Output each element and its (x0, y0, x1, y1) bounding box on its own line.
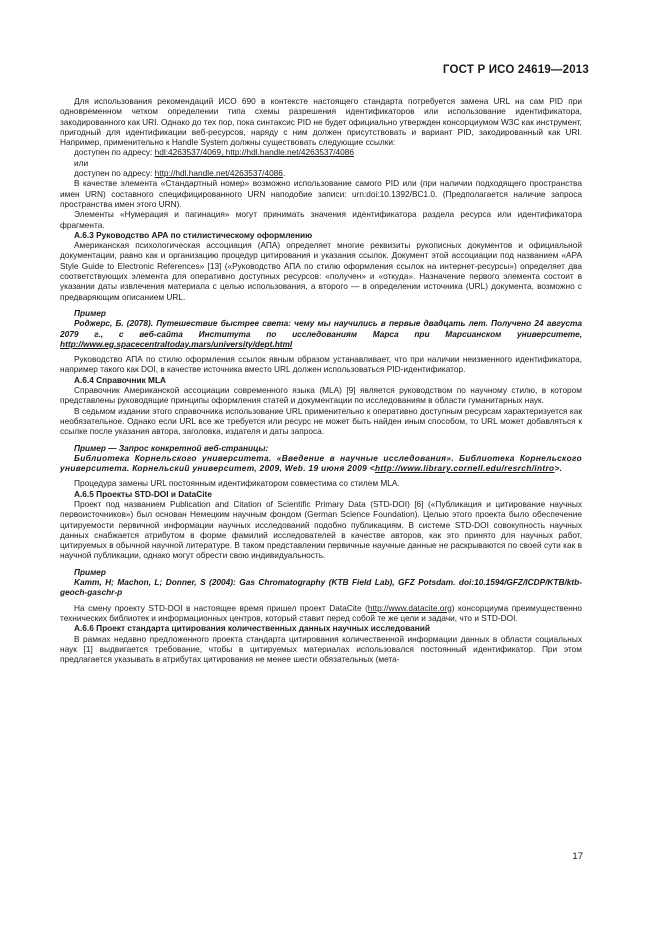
page-number: 17 (572, 851, 583, 862)
access-line-2: доступен по адресу: http://hdl.handle.net/4263537/4086. (74, 168, 286, 179)
paragraph-iso690: Для использования рекомендаций ИСО 690 в контексте настоящего стандарта потребуется замена URL на сам PID при одновременном четком определении типа схемы разрешения идентификаторов или использование идентификатора, закодированного как URI. Однако до тех пор, пока синтаксис PID не будет официально утвержден консорциумом W3C как инструмент, пригодный для идентификации веб-ресурсов, наряду с ним должен присутствовать и вариант PID, закодированный как URI. Например, применительно к Handle System должны существовать следующие ссылки: (60, 96, 582, 148)
example-link[interactable]: http://www.eg.spacecentraltoday.mars/university/dept.html (60, 338, 293, 349)
paragraph-quantitative: В рамках недавно предложенного проекта стандарта цитирования количественной информации данных в области социальных наук [1] выдвигается требование, чтобы в цитируемых материалах использовался постоянный идентификатор. При этом предлагается указывать в атрибутах цитирования не менее шести обязательных (мета- (60, 633, 582, 665)
heading-a66: А.6.6 Проект стандарта цитирования количественных данных научных исследований (74, 623, 431, 634)
example-mla (60, 443, 582, 474)
example-body: Библиотека Корнельского университета. «Введение в научные исследования». Библиотека Корнельского университета. Корнельский университет, 2009, Web. 19 июня 2009 <http://www.library.cornell.edu/resrch/intro>. (60, 452, 582, 474)
handle-link-1[interactable]: hdl:4263537/4069, http://hdl.handle.net/4263537/4086 (154, 147, 354, 158)
heading-a63: А.6.3 Руководство АРА по стилистическому оформлению (74, 229, 313, 240)
paragraph-mla-edition: В седьмом издании этого справочника использование URL применительно к оперативно доступным ресурсам характеризуется как необязательное. Однако если URL все же требуется или ресурс не может быть найден иным способом, то URL может добавляться к ссылке после указания автора, заголовка, издателя и даты запроса. (60, 405, 582, 437)
example-body: Роджерс, Б. (2078). Путешествие быстрее света: чему мы научились в первые двадцать лет. Получено 24 августа 2079 г., с веб-сайта Института по исследованиям Марса при Марсианском университете, http://www.eg.spacecentraltoday.mars/university/dept.html (60, 318, 582, 349)
example-body: Kamm, H; Machon, L; Donner, S (2004): Gas Chromatography (KTB Field Lab), GFZ Potsdam. doi:10.1594/GFZ/ICDP/KTB/ktb-geoch-gaschr-p (60, 577, 582, 598)
datacite-link[interactable]: http://www.datacite.org (367, 602, 452, 613)
paragraph-datacite: На смену проекту STD-DOI в настоящее время пришел проект DataCite (http://www.datacite.org) консорциума преимущественно технических библиотек и информационных центров, который ставит перед собой те же цели и задачи, что и STD-DOI. (60, 602, 582, 623)
example-title: Пример (74, 566, 106, 577)
paragraph-numbering: Элементы «Нумерация и пагинация» могут принимать значения идентификатора раздела ресурса или идентификатора фрагмента. (60, 209, 582, 230)
paragraph-apa-pid: Руководство АПА по стилю оформления ссылок явным образом устанавливает, что при наличии неизменного идентификатора, например такого как DOI, в качестве источника вместо URL должен использоваться PID-идентификатор. (60, 354, 582, 375)
paragraph-standard-number: В качестве элемента «Стандартный номер» возможно использование самого PID или (при наличии подходящего пространства имен URN) составного специфицированного URN наподобие записи: urn:doi:10.1392/BC1.0. (Предполагается наличие запроса пространства имен этого URN). (60, 178, 582, 209)
example-std-doi (60, 567, 582, 598)
document-number-header: ГОСТ Р ИСО 24619—2013 (442, 64, 589, 76)
example-title: Пример — Запрос конкретной веб-страницы: (74, 442, 269, 453)
example-link[interactable]: http://www.library.cornell.edu/resrch/intro (375, 463, 555, 474)
example-title: Пример (74, 307, 106, 318)
document-body (60, 96, 582, 664)
heading-a64: А.6.4 Справочник MLA (74, 374, 167, 385)
access-line-1 (60, 147, 582, 157)
paragraph-apa: Американская психологическая ассоциация (АПА) определяет многие реквизиты рукописных документов и официальной документации, равно как и организацию процедур цитирования и указания ссылок. Документ этой ассоциации под названием «APA Style Guide to Electronic References» [13] («Руководство АПА по стилю оформления ссылок на интернет-ресурсы») определяет два соответствующих элемента для оперативно доступных ресурсов: «получен» и «откуда». Назначение первого элемента состоит в указании даты извлечения материала с целью использования, а второго — в определении источника (URL) документа, возможно с предваряющим описанием URL. (60, 240, 582, 302)
handle-link-2[interactable]: http://hdl.handle.net/4263537/4086 (154, 168, 283, 179)
or-line: или (74, 157, 89, 168)
paragraph-mla-compat: Процедура замены URL постоянным идентификатором совместима со стилем MLA. (74, 478, 400, 489)
paragraph-std-doi: Проект под названием Publication and Citation of Scientific Primary Data (STD-DOI) [6] («Публикация и цитирование научных первоисточников») был основан Немецким научным фондом (German Science Foundation). Целью этого проекта было обеспечение цитируемости первичной информации научных исследований подобно публикациям. В системе STD-DOI совокупность научных данных снабжается атрибутом в форме фамилий исследователей в качестве авторов, как это принято для научных работ, цитируемых в обычной научной литературе. В таком представлении первичные научные данные не раскрываются по своей сути как в научной публикации, однако могут обрести свою индивидуальность. (60, 498, 582, 561)
heading-a65: А.6.5 Проекты STD-DOI и DataCite (74, 488, 212, 499)
paragraph-mla: Справочник Американской ассоциации современного языка (MLA) [9] является руководством по научному стилю, в котором представлены руководящие принципы оформления статей и документации по исследованиям в области гуманитарных наук. (60, 385, 582, 406)
example-apa (60, 308, 582, 349)
access-prefix: доступен по адресу: (74, 168, 155, 179)
access-prefix: доступен по адресу: (74, 147, 155, 158)
